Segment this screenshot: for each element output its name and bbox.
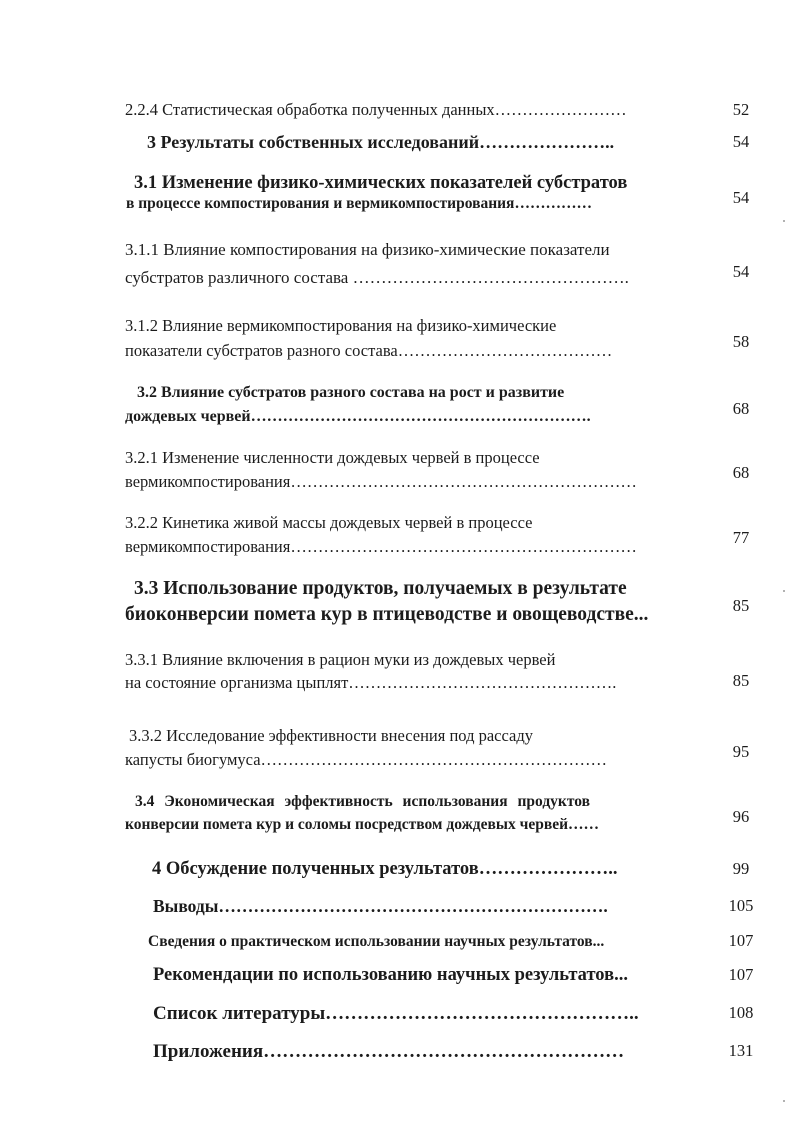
toc-entry-2-2-4: 2.2.4 Статистическая обработка полученных данных…………………… <box>125 100 627 119</box>
scan-speck <box>783 590 785 592</box>
toc-entry-3-2-2-line1: 3.2.2 Кинетика живой массы дождевых червей в процессе <box>125 513 533 532</box>
toc-entry-3-2-1-line2: вермикомпостирования……………………………………………………… <box>125 472 637 491</box>
toc-entry-3-2-line2: дождевых червей………………………………………………………. <box>125 408 591 425</box>
toc-page-number: 95 <box>732 742 750 761</box>
toc-page-number: 54 <box>732 262 750 281</box>
toc-page-number: 107 <box>728 931 754 950</box>
toc-page-number: 99 <box>732 859 750 878</box>
toc-entry-3-2-1-line1: 3.2.1 Изменение численности дождевых червей в процессе <box>125 448 540 467</box>
toc-entry-3-3-2-line2: капусты биогумуса……………………………………………………… <box>125 750 608 769</box>
toc-entry-3-3-1-line2: на состояние организма цыплят…………………………………………. <box>125 673 617 692</box>
toc-entry-3-2-2-line2: вермикомпостирования……………………………………………………… <box>125 537 637 556</box>
toc-entry-3-1-2-line1: 3.1.2 Влияние вермикомпостирования на физико-химические <box>125 316 557 335</box>
toc-page-number: 131 <box>728 1041 754 1060</box>
toc-page-number: 58 <box>732 332 750 351</box>
toc-entry-3-1-line2: в процессе компостирования и вермикомпостирования…………… <box>126 195 592 212</box>
toc-page-number: 54 <box>732 188 750 207</box>
toc-page-number: 68 <box>732 463 750 482</box>
toc-entry-3-3-line1: 3.3 Использование продуктов, получаемых в результате <box>134 578 627 599</box>
toc-entry-3-4-line2: конверсии помета кур и соломы посредством дождевых червей…… <box>125 816 600 833</box>
toc-entry-3-1-line1: 3.1 Изменение физико-химических показателей субстратов <box>134 173 628 193</box>
toc-page-number: 107 <box>728 965 754 984</box>
toc-entry-3-1-1-line2: субстратов различного состава …………………………………………. <box>125 268 629 287</box>
toc-entry-3-3-1-line1: 3.3.1 Влияние включения в рацион муки из дождевых червей <box>125 650 556 669</box>
toc-entry-3-3-line2: биоконверсии помета кур в птицеводстве и овощеводстве... <box>125 604 649 625</box>
toc-page-number: 54 <box>732 132 750 151</box>
toc-page-number: 52 <box>732 100 750 119</box>
toc-entry-chapter-3: 3 Результаты собственных исследований………………….. <box>147 132 615 152</box>
toc-page-number: 85 <box>732 596 750 615</box>
toc-page-number: 77 <box>732 528 750 547</box>
toc-entry-3-1-2-line2: показатели субстратов разного состава………………………………… <box>125 341 613 360</box>
scan-speck <box>783 220 785 222</box>
toc-entry-practical-use: Сведения о практическом использовании научных результатов... <box>148 933 605 950</box>
toc-page-number: 85 <box>732 671 750 690</box>
toc-page-number: 96 <box>732 807 750 826</box>
toc-entry-3-2-line1: 3.2 Влияние субстратов разного состава на рост и развитие <box>137 384 565 401</box>
toc-entry-3-3-2-line1: 3.3.2 Исследование эффективности внесения под рассаду <box>129 726 533 745</box>
toc-entry-references: Список литературы………………………………………….. <box>153 1003 639 1024</box>
toc-page-number: 68 <box>732 399 750 418</box>
toc-entry-chapter-4: 4 Обсуждение полученных результатов………………….. <box>152 859 618 879</box>
toc-entry-appendices: Приложения………………………………………………… <box>153 1041 625 1062</box>
toc-entry-conclusions: Выводы…………………………………………………………. <box>153 896 608 916</box>
toc-page-number: 105 <box>728 896 754 915</box>
toc-entry-3-4-line1: 3.4 Экономическая эффективность использования продуктов <box>135 793 590 810</box>
toc-page-number: 108 <box>728 1003 754 1022</box>
toc-entry-3-1-1-line1: 3.1.1 Влияние компостирования на физико-химические показатели <box>125 240 610 259</box>
scan-speck <box>783 1100 785 1102</box>
toc-entry-recommendations: Рекомендации по использованию научных результатов... <box>153 965 628 985</box>
